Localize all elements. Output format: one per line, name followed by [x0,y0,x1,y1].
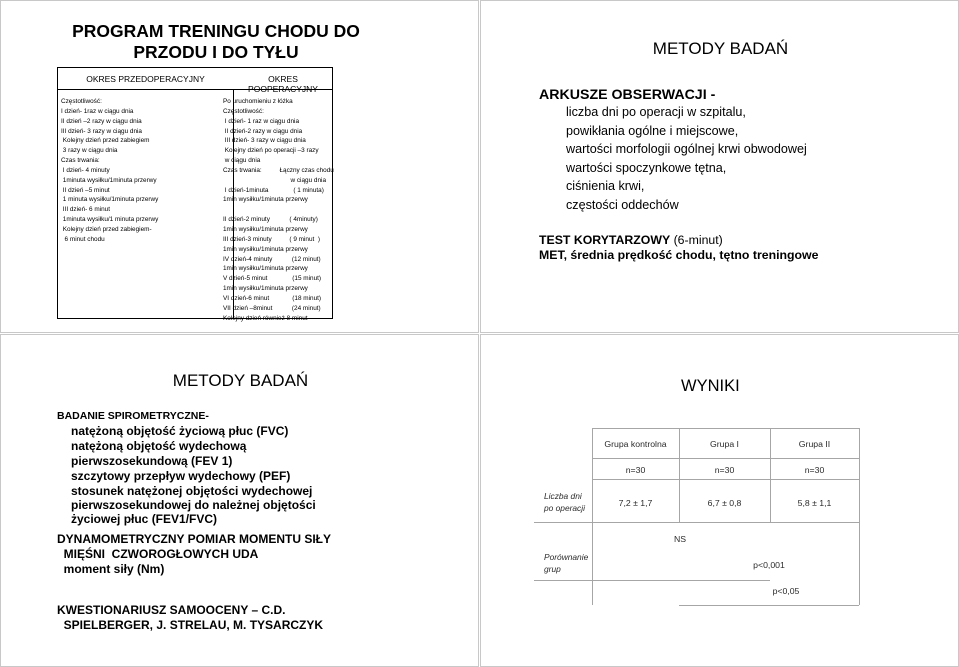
row-label-days-line1: Liczba dni [544,491,582,501]
postop-line: VI dzień-6 minut (18 minut) [223,294,322,302]
observation-item: wartości spoczynkowe tętna, [566,160,727,175]
postop-line: 1min wysiłku/1minuta przerwy [223,196,308,204]
postop-line [223,205,334,215]
preop-line: 6 minut chodu [61,235,105,243]
postop-line: I dzień-1minuta ( 1 minuta) [223,186,324,194]
observation-sheets-heading: ARKUSZE OBSERWACJI - [539,87,716,103]
observation-item: ciśnienia krwi, [566,179,645,194]
spiro-item-ratio-b: pierwszosekundowej do należnej objętości [71,498,316,512]
observation-item: liczba dni po operacji w szpitalu, [566,105,746,119]
slide1-title-line2: PRZODU I DO TYŁU [133,42,299,62]
table-hline [592,479,859,480]
comparison-p005: p<0,05 [772,586,800,596]
table-hline [534,580,770,581]
preop-line: II dzień –2 razy w ciągu dnia [61,117,142,125]
postop-line: IV dzień-4 minuty (12 minut) [223,255,321,263]
slide-methods-spirometry [0,334,479,667]
slide-results [480,334,959,667]
postop-line: I dzień- 1 raz w ciągu dnia [223,117,300,125]
preop-line: Czas trwania: [61,157,100,165]
observation-items [566,103,807,215]
postop-line: 1min wysiłku/1minuta przerwy [223,265,308,273]
col-header-control: Grupa kontrolna [604,439,667,449]
spiro-item-fev1-b: pierwszosekundową (FEV 1) [71,454,233,468]
corridor-test-line [539,233,723,247]
table-header-divider [58,89,332,90]
preop-line: 1 minuta wysiłku/1minuta przerwy [61,196,159,204]
dynamometry-line3: moment siły (Nm) [57,562,165,577]
observation-item: częstości oddechów [566,197,679,212]
preop-line: Częstotliwość: [61,98,102,105]
table-top-border [592,428,859,429]
questionnaire-line1: KWESTIONARIUSZ SAMOOCENY – C.D. [57,603,286,617]
postop-line: Po uruchomieniu z łóżka [223,98,293,105]
preoperative-header: OKRES PRZEDOPERACYJNY [86,74,205,84]
spiro-item-fvc: natężoną objętość życiową płuc (FVC) [71,424,289,438]
col-header-group2: Grupa II [798,439,831,449]
preop-line: II dzień –5 minut [61,186,110,194]
slide-methods-observation [480,0,959,333]
postop-line: 1min wysiłku/1minuta przerwy [223,245,308,253]
row-label-days [544,491,585,514]
slide1-title [1,21,431,63]
postop-line: Czas trwania: Łączny czas chodu [223,166,334,174]
postop-line: VII dzień –8minut (24 minut) [223,304,321,312]
postop-line: III dzień-3 minuty ( 9 minut ) [223,235,320,243]
table-vline [592,428,593,605]
table-hline [534,522,859,523]
postoperative-header: OKRES POOPERACYJNY [248,74,318,94]
preop-line: III dzień- 3 razy w ciągu dnia [61,127,142,135]
postop-line: V dzień-5 minut (15 minut) [223,275,322,283]
row-label-comparison-line2: grup [544,563,561,574]
preop-line: III dzień- 6 minut [61,206,111,214]
postop-line: Częstotliwość: [223,107,264,115]
postop-line: w ciągu dnia [223,157,261,165]
row-label-comparison-line1: Porównanie [544,552,589,562]
preop-line: 3 razy w ciągu dnia [61,147,118,155]
preop-line: 1minuta wysiłku/1 minuta przerwy [61,216,159,224]
row-label-days-line2: po operacji [544,502,585,513]
n-group2: n=30 [804,465,825,475]
postop-line: 1min wysiłku/1minuta przerwy [223,225,308,233]
postop-line: Kolejny dzień po operacji –3 razy [223,147,319,155]
preop-line: I dzień- 4 minuty [61,166,110,174]
preop-line: 1minuta wysiłku/1minuta przerwy [61,176,157,184]
corridor-test-duration: (6-minut) [670,233,723,247]
postop-line: III dzień- 3 razy w ciągu dnia [223,137,306,145]
dynamometry-block [57,532,331,578]
n-group1: n=30 [714,465,735,475]
preop-line: Kolejny dzień przed zabiegiem- [61,225,152,233]
corridor-test-label: TEST KORYTARZOWY [539,233,671,247]
table-hline [592,458,859,459]
row-label-comparison [544,552,588,575]
spiro-item-pef: szczytowy przepływ wydechowy (PEF) [71,469,291,483]
n-control: n=30 [625,465,646,475]
comparison-p001: p<0,001 [753,560,785,570]
postop-line: II dzień-2 razy w ciągu dnia [223,127,303,135]
table-hline [679,605,859,606]
slide1-title-line1: PROGRAM TRENINGU CHODU DO [72,21,360,41]
postop-line: 1min wysiłku/1minuta przerwy [223,285,308,293]
slide-training-program [0,0,479,333]
observation-item: powikłania ogólne i miejscowe, [566,123,739,138]
col-header-group1: Grupa I [710,439,739,449]
postop-line: II dzień-2 minuty ( 4minuty) [223,216,318,224]
slide2-title: METODY BADAŃ [652,39,789,58]
preop-line: Kolejny dzień przed zabiegiem [61,137,150,145]
spiro-item-fev1-a: natężoną objętość wydechową [71,439,247,453]
questionnaire-line2: SPIELBERGER, J. STRELAU, M. TYSARCZYK [57,618,324,632]
questionnaire-block [57,603,323,633]
postoperative-schedule [223,97,334,323]
spirometry-heading: BADANIE SPIROMETRYCZNE- [57,410,209,422]
met-line: MET, średnia prędkość chodu, tętno treningowe [539,248,819,262]
preop-line: I dzień- 1raz w ciągu dnia [61,107,134,115]
table-vline [859,428,860,605]
observation-item: wartości morfologii ogólnej krwi obwodowej [566,142,807,157]
dynamometry-line2: MIĘŚNI CZWOROGŁOWYCH UDA [57,547,259,562]
spiro-item-ratio-a: stosunek natężonej objętości wydechowej [71,484,313,498]
spiro-item-ratio-c: życiowej płuc (FEV1/FVC) [71,512,218,526]
dynamometry-line1: DYNAMOMETRYCZNY POMIAR MOMENTU SIŁY [57,532,332,546]
postop-line: w ciągu dnia [223,176,326,184]
slide3-title: METODY BADAŃ [172,371,309,390]
postop-line: Kolejny dzień również 8 minut [223,314,308,322]
slide4-title: WYNIKI [681,377,740,395]
days-group1: 6,7 ± 0,8 [707,498,742,508]
days-group2: 5,8 ± 1,1 [797,498,832,508]
preoperative-schedule [61,97,158,245]
days-control: 7,2 ± 1,7 [618,498,653,508]
comparison-ns: NS [673,534,687,544]
